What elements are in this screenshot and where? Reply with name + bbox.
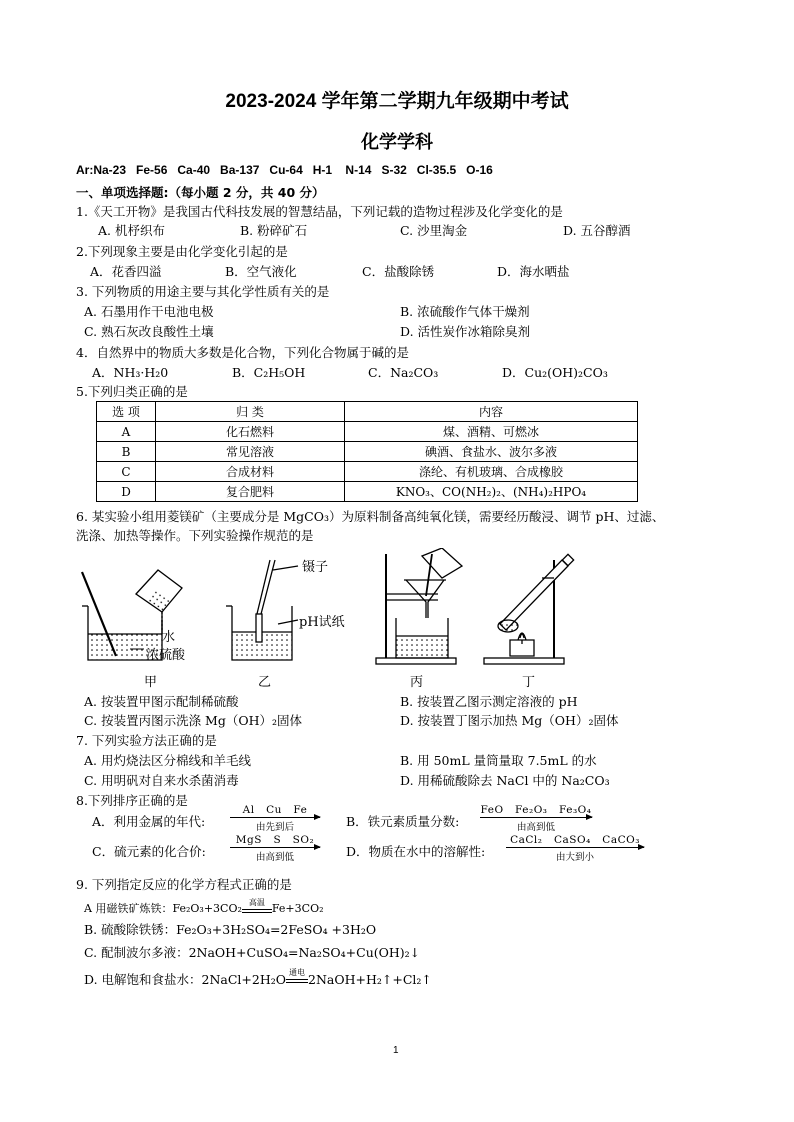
q6-option-a: A. 按装置甲图示配制稀硫酸 <box>84 694 239 709</box>
atomic-masses: Ar:Na-23 Fe-56 Ca-40 Ba-137 Cu-64 H-1 N-14 S-32 Cl-35.5 O-16 <box>76 163 493 177</box>
order-items: MgS S SO₂ <box>235 834 315 846</box>
apparatus-bing <box>376 548 462 664</box>
q8-order-b <box>480 804 592 833</box>
table-cell: 复合肥料 <box>156 482 345 502</box>
q7-option-a: A. 用灼烧法区分棉线和羊毛线 <box>84 753 251 768</box>
q7-stem: 7. 下列实验方法正确的是 <box>76 733 217 748</box>
q3-stem: 3. 下列物质的用途主要与其化学性质有关的是 <box>76 284 330 299</box>
table-cell: 碘酒、食盐水、波尔多液 <box>345 442 638 462</box>
q2-option-b: B．空气液化 <box>225 264 297 279</box>
table-cell: D <box>97 482 156 502</box>
q3-option-d: D. 活性炭作冰箱除臭剂 <box>400 324 531 339</box>
equation-right: Fe+3CO₂ <box>271 902 324 915</box>
table-cell: B <box>97 442 156 462</box>
q2-stem: 2.下列现象主要是由化学变化引起的是 <box>76 244 288 259</box>
q9-option-b: B. 硫酸除铁锈：Fe₂O₃+3H₂SO₄=2FeSO₄ +3H₂O <box>84 922 377 937</box>
table-cell: C <box>97 462 156 482</box>
q6-stem-line1: 6. 某实验小组用菱镁矿（主要成分是 MgCO₃）为原料制备高纯氧化镁，需要经历酸浸、调节 pH、过滤、 <box>76 509 665 524</box>
q7-option-d: D. 用稀硫酸除去 NaCl 中的 Na₂CO₃ <box>400 773 610 788</box>
reaction-condition <box>242 898 272 918</box>
arrow-icon <box>506 847 644 848</box>
q8-option-c-label: C．硫元素的化合价: <box>92 844 206 859</box>
q7-option-b: B. 用 50mL 量筒量取 7.5mL 的水 <box>400 753 597 768</box>
q3-option-b: B. 浓硫酸作气体干燥剂 <box>400 304 530 319</box>
page-number: 1 <box>393 1045 399 1056</box>
arrow-icon <box>480 817 592 818</box>
table-cell: A <box>97 422 156 442</box>
equation-left: D. 电解饱和食盐水：2NaCl+2H₂O <box>84 972 287 987</box>
order-items: CaCl₂ CaSO₄ CaCO₃ <box>510 834 640 846</box>
order-direction: 由先到后 <box>255 822 294 833</box>
q5-table <box>96 401 638 502</box>
q8-order-a <box>230 804 320 833</box>
order-items: Al Cu Fe <box>242 804 308 816</box>
reaction-condition <box>286 967 308 989</box>
apparatus-jia <box>82 570 182 660</box>
table-cell: KNO₃、CO(NH₂)₂、(NH₄)₂HPO₄ <box>345 482 638 502</box>
section-heading: 一、单项选择题:（每小题 2 分，共 40 分） <box>76 185 325 200</box>
q6-option-c: C. 按装置丙图示洗涤 Mg（OH）₂固体 <box>84 713 302 728</box>
q2-option-c: C．盐酸除锈 <box>362 264 435 279</box>
apparatus-ding <box>484 554 574 664</box>
table-cell: 常见溶液 <box>156 442 345 462</box>
q3-option-c: C. 熟石灰改良酸性土壤 <box>84 324 214 339</box>
label-ph-paper: pH试纸 <box>299 615 345 630</box>
q9-option-d <box>84 967 432 989</box>
q3-option-a: A. 石墨用作干电池电极 <box>84 304 214 319</box>
q9-stem: 9. 下列指定反应的化学方程式正确的是 <box>76 877 292 892</box>
arrow-icon <box>230 847 320 848</box>
q4-option-d: D．Cu₂(OH)₂CO₃ <box>502 365 608 380</box>
table-header-row <box>97 402 638 422</box>
q8-option-b-label: B．铁元素质量分数: <box>346 814 460 829</box>
table-cell: 化石燃料 <box>156 422 345 442</box>
q4-option-c: C．Na₂CO₃ <box>368 365 439 380</box>
q2-option-d: D．海水晒盐 <box>497 264 570 279</box>
q8-order-d <box>506 834 644 863</box>
table-header: 选 项 <box>97 402 156 422</box>
subject-title: 化学学科 <box>361 132 433 152</box>
equals-sign <box>242 909 272 913</box>
table-row <box>97 482 638 502</box>
q7-option-c: C. 用明矾对自来水杀菌消毒 <box>84 773 239 788</box>
q6-apparatus-figure <box>70 548 710 690</box>
order-direction: 由高到低 <box>516 822 555 833</box>
q4-option-b: B．C₂H₅OH <box>232 365 306 380</box>
apparatus-yi <box>226 560 298 660</box>
exam-title: 2023-2024 学年第二学期九年级期中考试 <box>225 91 569 112</box>
q8-option-d-label: D．物质在水中的溶解性: <box>346 844 486 859</box>
table-cell: 合成材料 <box>156 462 345 482</box>
q2-option-a: A．花香四溢 <box>90 264 162 279</box>
q9-option-c: C. 配制波尔多液：2NaOH+CuSO₄=Na₂SO₄+Cu(OH)₂↓ <box>84 945 421 960</box>
table-cell: 煤、酒精、可燃冰 <box>345 422 638 442</box>
table-row <box>97 442 638 462</box>
condition-text: 高温 <box>248 898 265 907</box>
q9-option-a <box>84 898 324 918</box>
condition-text: 通电 <box>289 968 306 977</box>
table-row <box>97 422 638 442</box>
q4-option-a: A．NH₃·H₂0 <box>92 365 169 380</box>
fig-label-ding: 丁 <box>522 675 536 690</box>
table-cell: 涤纶、有机玻璃、合成橡胶 <box>345 462 638 482</box>
q1-option-d: D. 五谷醇酒 <box>563 223 631 238</box>
q1-option-b: B. 粉碎矿石 <box>240 223 308 238</box>
q1-option-c: C. 沙里淘金 <box>400 223 468 238</box>
label-tweezers: 镊子 <box>302 560 329 575</box>
q6-option-b: B. 按装置乙图示测定溶液的 pH <box>400 694 578 709</box>
q1-stem: 1.《天工开物》是我国古代科技发展的智慧结晶，下列记载的造物过程涉及化学变化的是 <box>76 204 563 219</box>
equation-left: A 用磁铁矿炼铁：Fe₂O₃+3CO₂ <box>84 902 242 915</box>
order-direction: 由高到低 <box>255 852 294 863</box>
q6-option-d: D. 按装置丁图示加热 Mg（OH）₂固体 <box>400 713 619 728</box>
order-direction: 由大到小 <box>555 852 594 863</box>
table-header: 内容 <box>345 402 638 422</box>
fig-label-yi: 乙 <box>258 675 272 690</box>
arrow-icon <box>230 817 320 818</box>
fig-label-jia: 甲 <box>144 675 158 690</box>
label-conc-acid: 浓硫酸 <box>146 648 186 663</box>
q1-option-a: A. 机杼织布 <box>98 223 165 238</box>
q8-order-c <box>230 834 320 863</box>
equals-sign <box>286 979 308 983</box>
q5-stem: 5.下列归类正确的是 <box>76 384 188 399</box>
order-items: FeO Fe₂O₃ Fe₃O₄ <box>480 804 592 816</box>
q6-stem-line2: 洗涤、加热等操作。下列实验操作规范的是 <box>76 528 314 543</box>
fig-label-bing: 丙 <box>410 675 424 690</box>
label-water: 水 <box>162 630 176 645</box>
q8-option-a-label: A．利用金属的年代: <box>92 814 206 829</box>
table-header: 归 类 <box>156 402 345 422</box>
q4-stem: 4．自然界中的物质大多数是化合物，下列化合物属于碱的是 <box>76 345 409 360</box>
table-row <box>97 462 638 482</box>
equation-right: 2NaOH+H₂↑+Cl₂↑ <box>308 972 432 987</box>
q8-stem: 8.下列排序正确的是 <box>76 793 188 808</box>
